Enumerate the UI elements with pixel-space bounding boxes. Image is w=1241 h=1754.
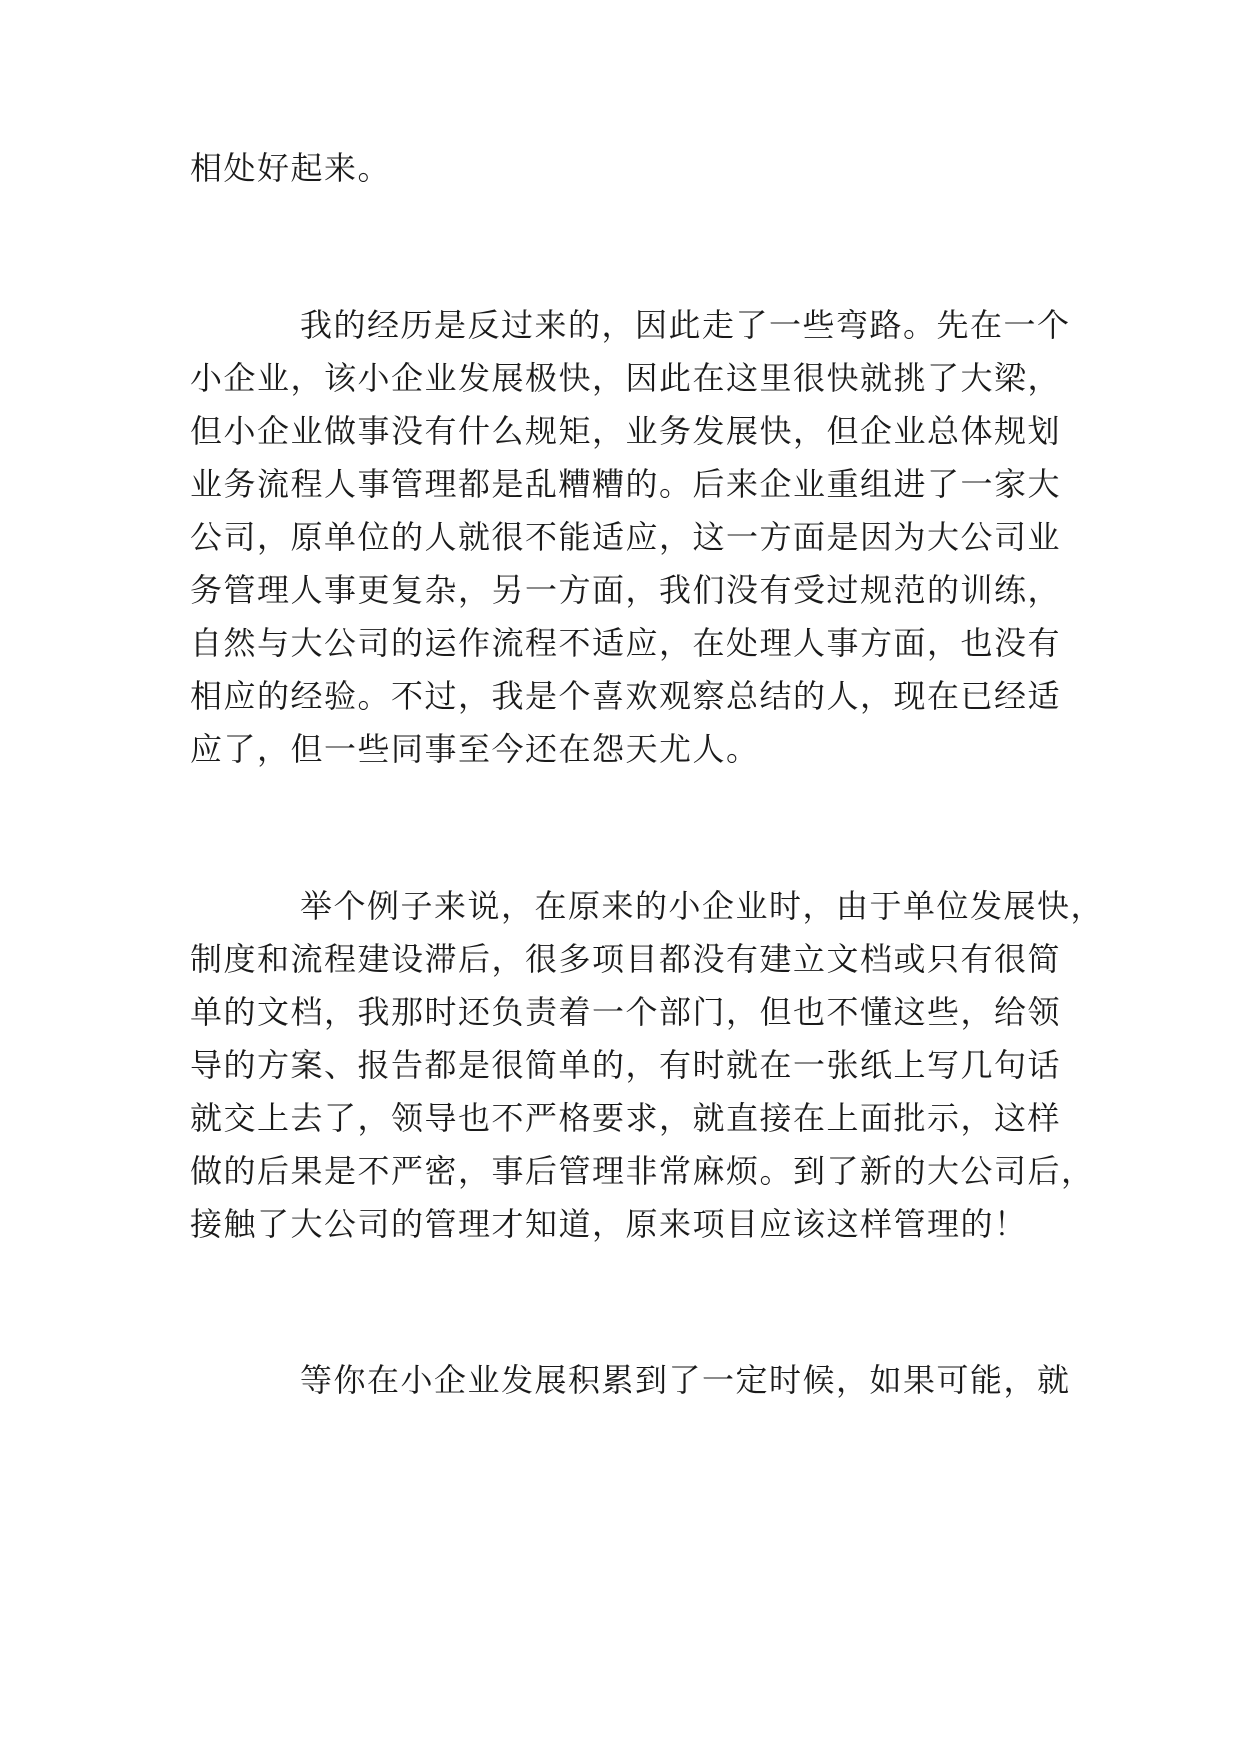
paragraph-line: 等你在小企业发展积累到了一定时候，如果可能，就 (300, 1361, 1071, 1399)
paragraph-line: 举个例子来说，在原来的小企业时，由于单位发展快， (300, 887, 1105, 925)
paragraph-line: 我的经历是反过来的，因此走了一些弯路。先在一个 (300, 306, 1071, 344)
paragraph-line: 相处好起来。 (190, 149, 392, 187)
paragraph-line: 导的方案、报告都是很简单的，有时就在一张纸上写几句话 (190, 1046, 1062, 1084)
paragraph-line: 就交上去了，领导也不严格要求，就直接在上面批示，这样 (190, 1099, 1062, 1137)
paragraph-line: 但小企业做事没有什么规矩，业务发展快，但企业总体规划 (190, 412, 1062, 450)
paragraph-line: 业务流程人事管理都是乱糟糟的。后来企业重组进了一家大 (190, 465, 1062, 503)
paragraph-line: 单的文档，我那时还负责着一个部门，但也不懂这些，给领 (190, 993, 1062, 1031)
paragraph-line: 做的后果是不严密，事后管理非常麻烦。到了新的大公司后， (190, 1152, 1095, 1190)
paragraph-line: 相应的经验。不过，我是个喜欢观察总结的人，现在已经适 (190, 677, 1062, 715)
paragraph-line: 自然与大公司的运作流程不适应，在处理人事方面，也没有 (190, 624, 1062, 662)
paragraph-line: 接触了大公司的管理才知道，原来项目应该这样管理的！ (190, 1205, 1028, 1243)
paragraph-line: 务管理人事更复杂，另一方面，我们没有受过规范的训练， (190, 571, 1062, 609)
paragraph-line: 公司，原单位的人就很不能适应，这一方面是因为大公司业 (190, 518, 1062, 556)
paragraph-line: 应了，但一些同事至今还在怨天尤人。 (190, 730, 760, 768)
paragraph-line: 制度和流程建设滞后，很多项目都没有建立文档或只有很简 (190, 940, 1062, 978)
paragraph-line: 小企业，该小企业发展极快，因此在这里很快就挑了大梁， (190, 359, 1062, 397)
